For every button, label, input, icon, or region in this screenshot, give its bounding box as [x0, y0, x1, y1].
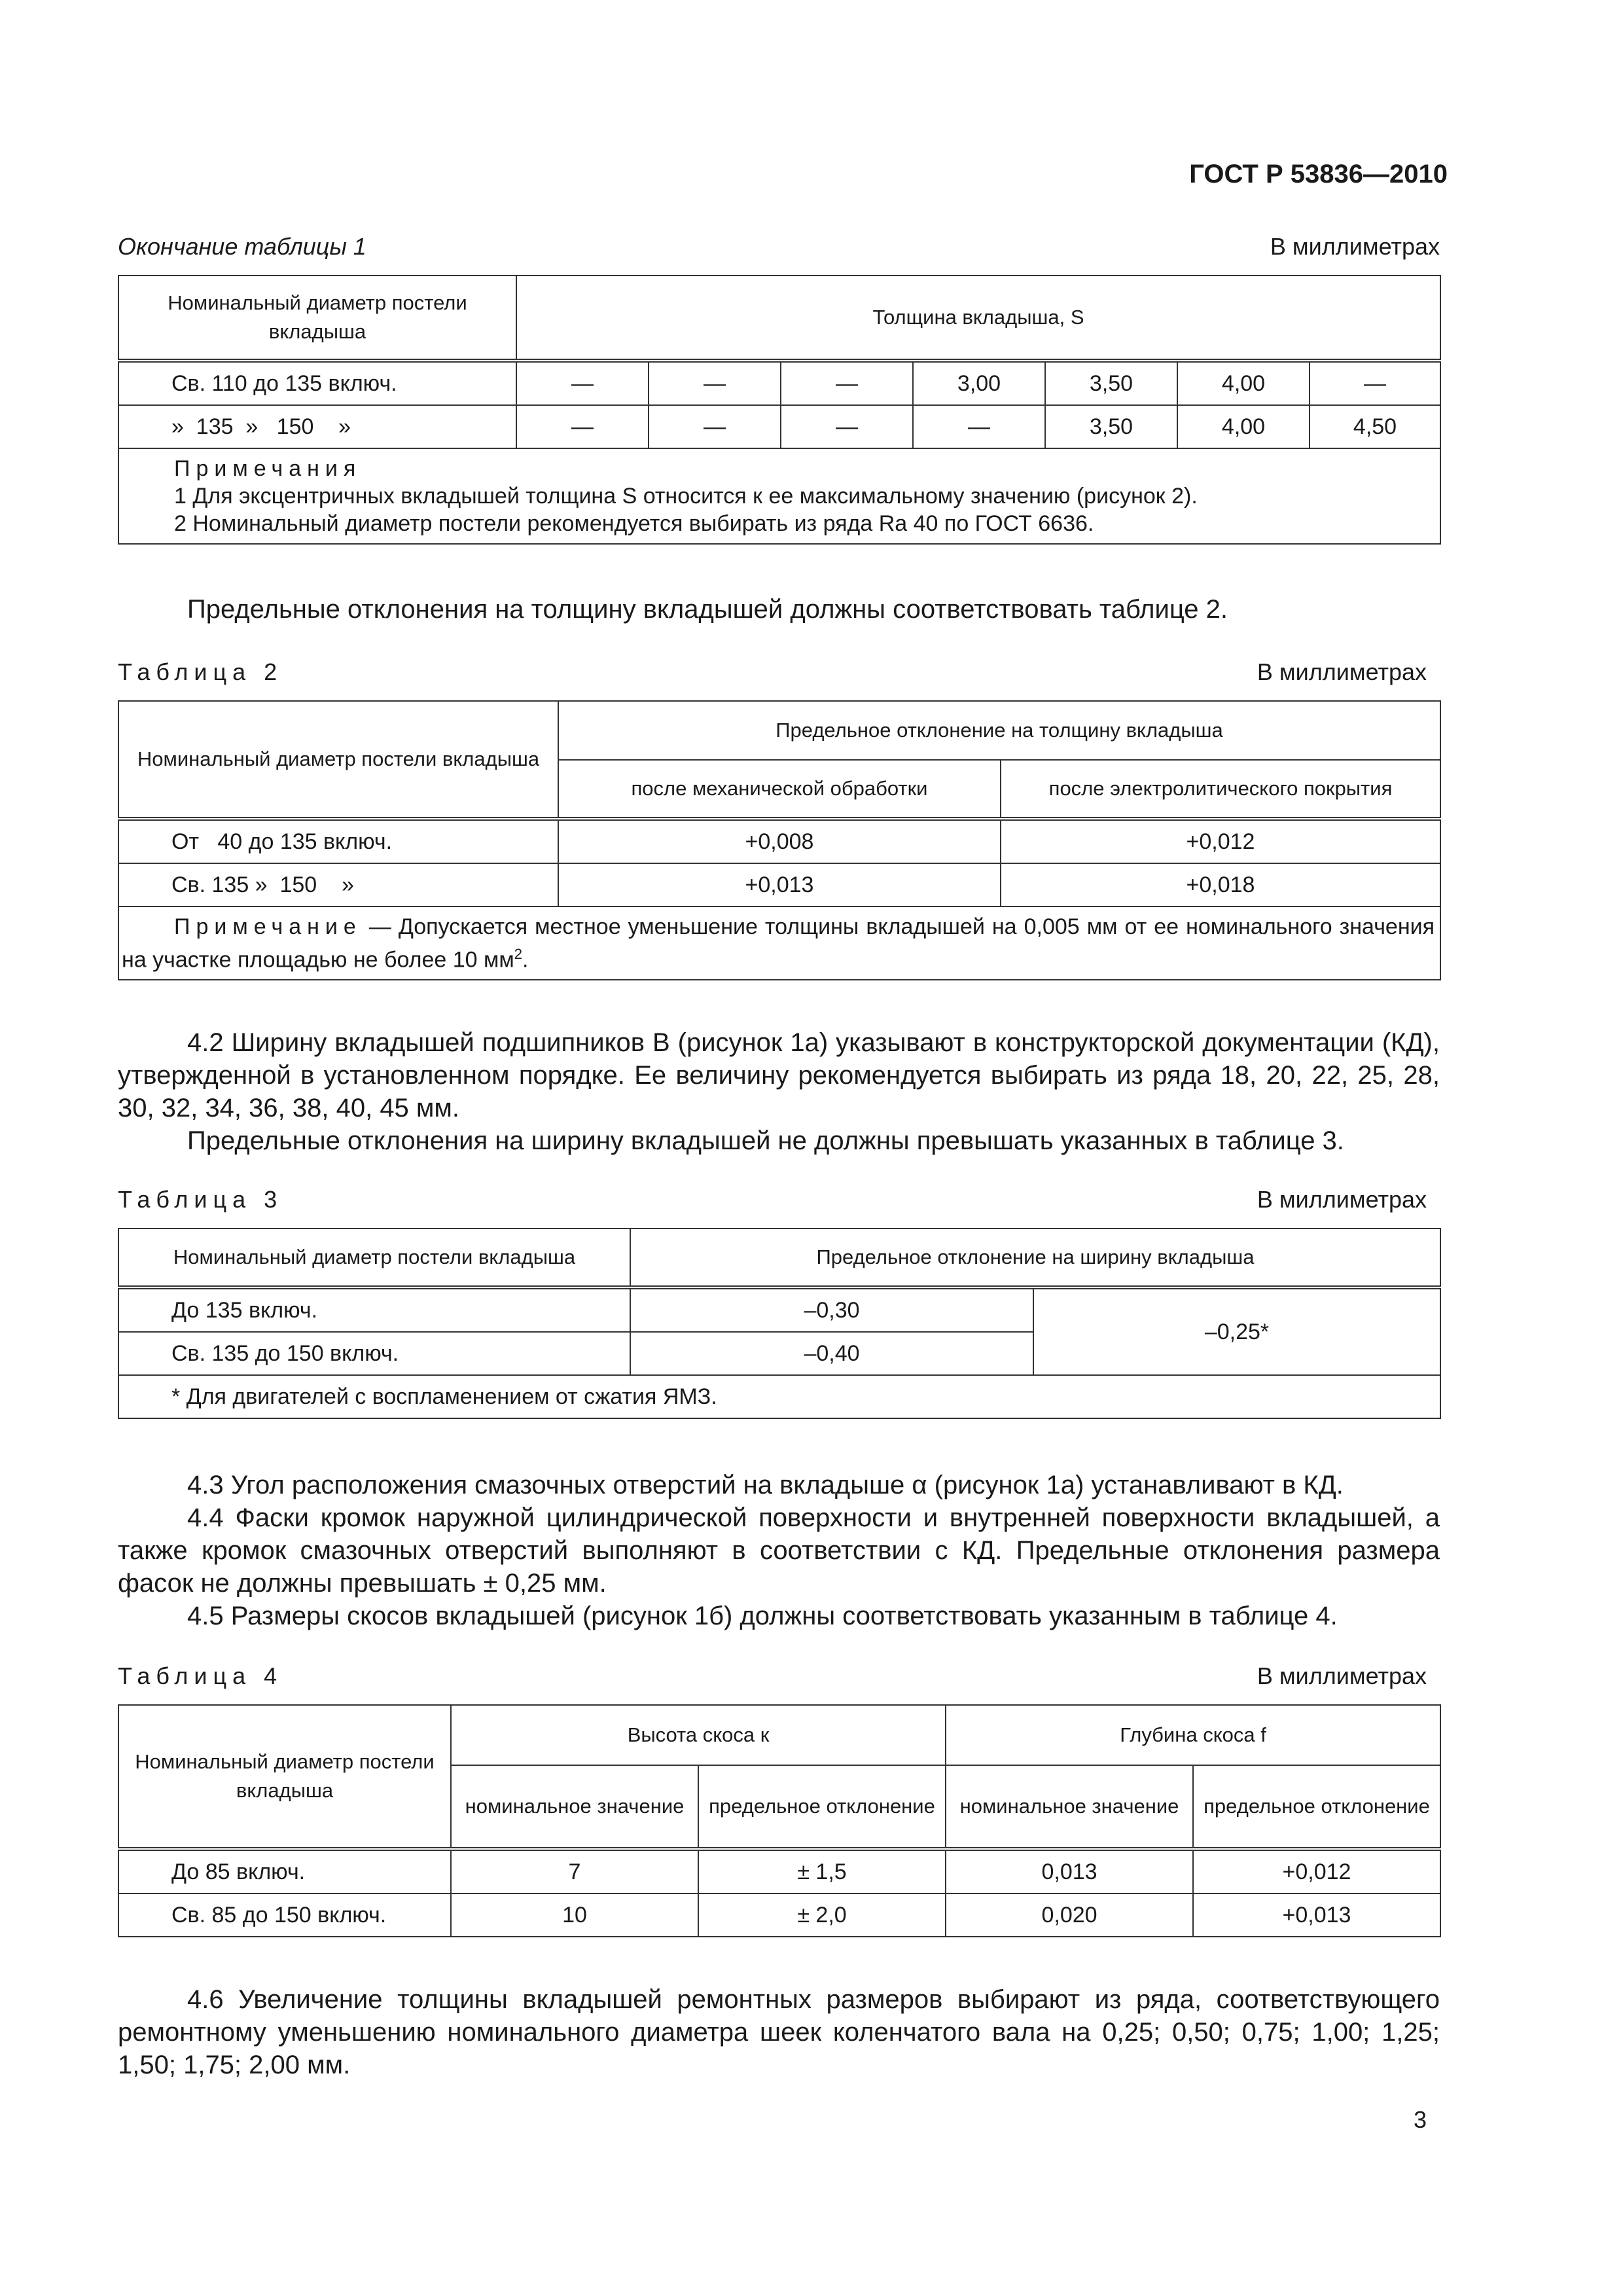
table4-subheader-2: предельное отклонение: [698, 1765, 946, 1849]
table1-cell: 4,50: [1310, 405, 1440, 448]
table3-dev-header: Предельное отклонение на ширину вкладыша: [630, 1229, 1440, 1287]
table1-cell: —: [649, 405, 781, 448]
table3-row2-label: Св. 135 до 150 включ.: [118, 1332, 630, 1375]
table2-cell: +0,018: [1001, 863, 1440, 906]
table-row: [118, 863, 1440, 906]
table3-units: В миллиметрах: [1257, 1186, 1427, 1213]
paragraph-4-6: 4.6 Увеличение толщины вкладышей ремонтных размеров выбирают из ряда, соответствующего ремонтному уменьшению номинального диаметра шеек коленчатого вала на 0,25; 0,50; 0,75; 1,00; 1,25; 1,50; 1,75; 2,00 мм.: [118, 1985, 1440, 2079]
table1-cell: —: [781, 405, 913, 448]
table4-cell: ± 2,0: [698, 1893, 946, 1937]
paragraph-4-3: 4.3 Угол расположения смазочных отверстий на вкладыше α (рисунок 1а) устанавливают в КД.: [187, 1471, 1344, 1499]
table1-row2-label: » 135 » 150 »: [118, 405, 516, 448]
table2-cell: +0,008: [558, 819, 1001, 863]
table1-caption: Окончание таблицы 1: [118, 233, 366, 260]
table1-thickness-header-text: Толщина вкладыша, S: [872, 306, 1084, 329]
table1-cell: —: [781, 361, 913, 405]
document-code: ГОСТ Р 53836—2010: [1189, 160, 1448, 188]
table1-thickness-header: [516, 276, 1440, 361]
table1-note-2: 2 Номинальный диаметр постели рекомендуется выбирать из ряда Ra 40 по ГОСТ 6636.: [174, 511, 1094, 536]
table1-cell: —: [649, 361, 781, 405]
paragraph-4-4: 4.4 Фаски кромок наружной цилиндрической поверхности и внутренней поверхности вкладышей, а также кромок смазочных отверстий выполняют в соответствии с КД. Предельные отклонения размера фасок не должны превышать ± 0,25 мм.: [118, 1503, 1440, 1598]
table4-subheader-4: предельное отклонение: [1193, 1765, 1440, 1849]
table1-note-1: 1 Для эксцентричных вкладышей толщина S относится к ее максимальному значению (рисунок 2).: [174, 484, 1198, 509]
table1-cell: —: [516, 405, 649, 448]
table4-cell: +0,012: [1193, 1849, 1440, 1893]
table4: [118, 1704, 1441, 1937]
table3-row1-label: До 135 включ.: [118, 1287, 630, 1332]
table4-cell: 0,013: [946, 1849, 1193, 1893]
table2-cell: +0,013: [558, 863, 1001, 906]
table-row: [118, 819, 1440, 863]
table2-group-header: Предельное отклонение на толщину вкладыша: [558, 701, 1440, 760]
table2-row2-label: Св. 135 » 150 »: [118, 863, 558, 906]
table2-note-end: .: [522, 947, 529, 973]
table4-units: В миллиметрах: [1257, 1662, 1427, 1689]
table-row: [118, 1287, 1440, 1332]
table1-cell: 4,00: [1177, 405, 1310, 448]
table3: [118, 1228, 1441, 1419]
table2-note-sup: 2: [514, 945, 522, 962]
table4-row2-label: Св. 85 до 150 включ.: [118, 1893, 451, 1937]
table1-cell: 3,00: [913, 361, 1045, 405]
table-row: [118, 1893, 1440, 1937]
table1-cell: 4,00: [1177, 361, 1310, 405]
table-row: [118, 405, 1440, 448]
table4-cell: 0,020: [946, 1893, 1193, 1937]
page-number: 3: [1414, 2106, 1427, 2133]
table1-cell: —: [913, 405, 1045, 448]
table4-col-header: Номинальный диаметр постели вкладыша: [118, 1705, 451, 1849]
table2-note-text: — Допускается местное уменьшение толщины вкладышей на 0,005 мм от ее номинального значения на участке площадью не более 10 мм: [122, 914, 1435, 973]
table2-subheader-1: после механической обработки: [558, 760, 1001, 819]
table3-cell: –0,40: [630, 1332, 1033, 1375]
table4-height-header: Высота скоса к: [451, 1705, 946, 1765]
paragraph-4-5: 4.5 Размеры скосов вкладышей (рисунок 1б) должны соответствовать указанным в таблице 4.: [187, 1602, 1338, 1630]
table4-cell: +0,013: [1193, 1893, 1440, 1937]
table4-subheader-1: номинальное значение: [451, 1765, 698, 1849]
table1-cell: 3,50: [1045, 405, 1177, 448]
table4-cell: ± 1,5: [698, 1849, 946, 1893]
table2-note: [118, 906, 1440, 980]
table1-row1-label: Св. 110 до 135 включ.: [118, 361, 516, 405]
table2-col-header: Номинальный диаметр постели вкладыша: [118, 701, 558, 819]
table2-caption: Таблица 2: [118, 658, 283, 685]
table1: [118, 275, 1441, 545]
table2-cell: +0,012: [1001, 819, 1440, 863]
table2-note-title: Примечание: [174, 914, 362, 939]
table4-caption: Таблица 4: [118, 1662, 283, 1689]
paragraph-4-2b: Предельные отклонения на ширину вкладышей не должны превышать указанных в таблице 3.: [187, 1126, 1344, 1155]
table1-units: В миллиметрах: [1270, 233, 1440, 260]
table3-footnote: * Для двигателей с воспламенением от сжатия ЯМЗ.: [118, 1375, 1440, 1418]
table1-cell: —: [516, 361, 649, 405]
table3-caption: Таблица 3: [118, 1186, 283, 1213]
table4-row1-label: До 85 включ.: [118, 1849, 451, 1893]
table-row: [118, 1849, 1440, 1893]
table2-row1-label: От 40 до 135 включ.: [118, 819, 558, 863]
table2-intro-paragraph: Предельные отклонения на толщину вкладышей должны соответствовать таблице 2.: [187, 595, 1228, 624]
table1-cell: 3,50: [1045, 361, 1177, 405]
table1-notes: [118, 448, 1440, 544]
table4-cell: 10: [451, 1893, 698, 1937]
table4-cell: 7: [451, 1849, 698, 1893]
table1-cell: —: [1310, 361, 1440, 405]
table1-notes-title: Примечания: [174, 456, 362, 481]
table2-units: В миллиметрах: [1257, 658, 1427, 685]
table1-col-header: Номинальный диаметр постели вкладыша: [118, 276, 516, 361]
table3-col-header: Номинальный диаметр постели вкладыша: [118, 1229, 630, 1287]
table2: [118, 700, 1441, 980]
table3-merged-cell: –0,25*: [1033, 1287, 1440, 1375]
table4-subheader-3: номинальное значение: [946, 1765, 1193, 1849]
table2-subheader-2: после электролитического покрытия: [1001, 760, 1440, 819]
table3-cell: –0,30: [630, 1287, 1033, 1332]
table-row: [118, 361, 1440, 405]
paragraph-4-2: 4.2 Ширину вкладышей подшипников B (рисунок 1а) указывают в конструкторской документации (КД), утвержденной в установленном порядке. Ее величину рекомендуется выбирать из ряда 18, 20, 22, 25, 28, 30, 32, 34, 36, 38, 40, 45 мм.: [118, 1028, 1440, 1122]
table4-depth-header: Глубина скоса f: [946, 1705, 1440, 1765]
